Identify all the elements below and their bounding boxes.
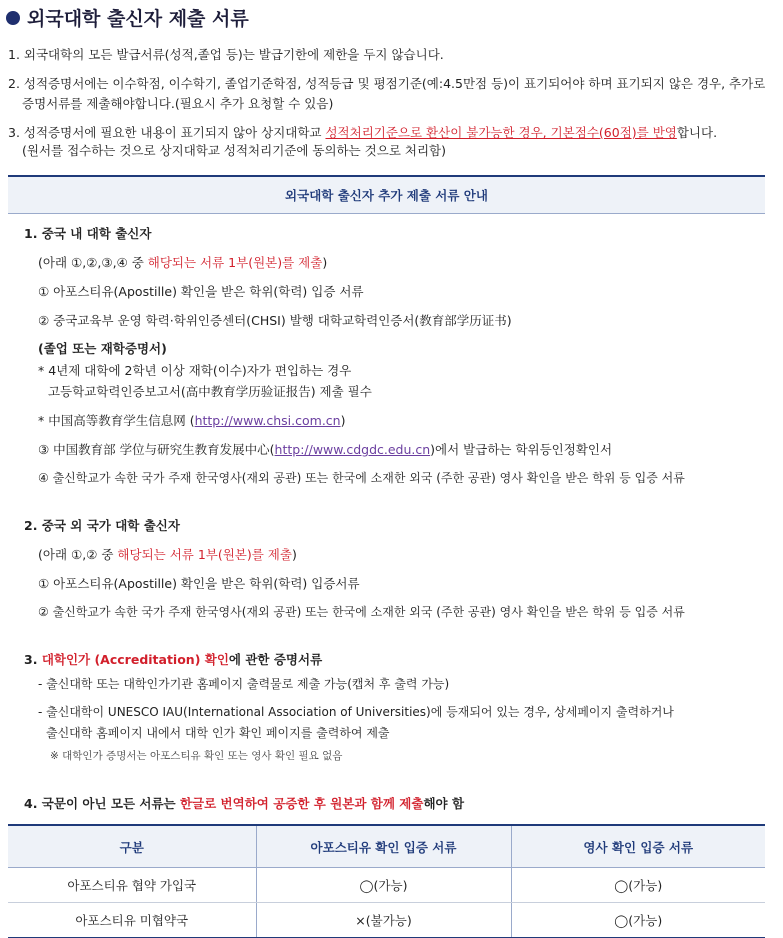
bullet-dot-icon (6, 11, 20, 25)
sec1-intro-post: ) (322, 255, 328, 270)
sec2-intro-pre: (아래 ①,② 중 (38, 547, 118, 562)
sec1-intro-pre: (아래 ①,②,③,④ 중 (38, 255, 148, 270)
table-cell: ◯(가능) (511, 868, 765, 903)
sec1-note-1b: 고등학교학력인증보고서(高中教育学历验证报告) 제출 필수 (48, 384, 372, 399)
sec2-intro-red: 해당되는 서류 1부(원본)를 제출 (117, 547, 292, 562)
sec1-sub-heading: (졸업 또는 재학증명서) (38, 341, 167, 356)
table-row (8, 868, 765, 903)
note-3-highlight: 성적처리기준으로 환산이 불가능한 경우, 기본점수(60점)를 반영 (325, 125, 677, 140)
header-category: 구분 (8, 825, 256, 868)
sec1-item-1: ① 아포스티유(Apostille) 확인을 받은 학위(학력) 입증 서류 (38, 284, 364, 299)
sec2-item-1: ① 아포스티유(Apostille) 확인을 받은 학위(학력) 입증서류 (38, 576, 360, 591)
table-cell: ◯(가능) (256, 868, 511, 903)
sec1-note-2 (38, 411, 345, 429)
sec4-heading-pre: 4. 국문이 아닌 모든 서류는 (24, 796, 180, 811)
sec2-intro-post: ) (291, 547, 297, 562)
sec3-heading-post: 에 관한 증명서류 (228, 652, 323, 667)
table-cell: 아포스티유 미협약국 (8, 903, 256, 938)
sec4-heading-post: 해야 함 (423, 796, 465, 811)
page-title (6, 4, 249, 31)
sec3-line-1: - 출신대학 또는 대학인가기관 홈페이지 출력물로 제출 가능(캡처 후 출력 가능) (38, 677, 450, 691)
table-cell: ×(불가능) (256, 903, 511, 938)
sec3-line-2b: 출신대학 홈페이지 내에서 대학 인가 확인 페이지를 출력하여 제출 (46, 726, 390, 740)
header-apostille: 아포스티유 확인 입증 서류 (256, 825, 511, 868)
sec1-intro-red: 해당되는 서류 1부(원본)를 제출 (147, 255, 323, 270)
sec2-intro (38, 545, 297, 563)
note-3 (8, 123, 717, 141)
sec3-heading (24, 650, 322, 668)
table-cell: 아포스티유 협약 가입국 (8, 868, 256, 903)
note-2-cont: 증명서류를 제출해야합니다.(필요시 추가 요청할 수 있음) (22, 96, 334, 111)
chsi-link[interactable]: http://www.chsi.com.cn (194, 413, 341, 428)
header-consular: 영사 확인 입증 서류 (511, 825, 765, 868)
note-2: 2. 성적증명서에는 이수학점, 이수학기, 졸업기준학점, 성적등급 및 평점기준(예:4.5만점 등)이 표기되어야 하며 표기되지 않은 경우, 추가로 (8, 76, 766, 91)
sec1-item-3-pre: ③ 中国教育部 学位与研究生教育发展中心( (38, 442, 275, 457)
note-3-cont: (원서를 접수하는 것으로 상지대학교 성적처리기준에 동의하는 것으로 처리함) (22, 143, 446, 158)
sec2-item-2: ② 출신학교가 속한 국가 주재 한국영사(재외 공관) 또는 한국에 소재한 외국 (주한 공관) 영사 확인을 받은 학위 등 입증 서류 (38, 605, 685, 619)
sec1-intro (38, 253, 327, 271)
table-cell: ◯(가능) (511, 903, 765, 938)
sec2-heading: 2. 중국 외 국가 대학 출신자 (24, 518, 180, 533)
verification-table (8, 824, 765, 938)
table-header-row (8, 825, 765, 868)
note-1: 1. 외국대학의 모든 발급서류(성적,졸업 등)는 발급기한에 제한을 두지 않습니다. (8, 47, 444, 62)
sec1-item-3-post: )에서 발급하는 학위등인정확인서 (430, 442, 613, 457)
sec1-item-4: ④ 출신학교가 속한 국가 주재 한국영사(재외 공관) 또는 한국에 소재한 외국 (주한 공관) 영사 확인을 받은 학위 등 입증 서류 (38, 471, 685, 485)
note-3-post: 합니다. (676, 125, 718, 140)
sec1-note-2-post: ) (340, 413, 346, 428)
page-title-text: 외국대학 출신자 제출 서류 (27, 8, 249, 30)
section-box-title: 외국대학 출신자 추가 제출 서류 안내 (8, 175, 765, 214)
sec1-note-2-pre: * 中国高等教育学生信息网 ( (38, 413, 195, 428)
sec3-line-2a: - 출신대학이 UNESCO IAU(International Association of Universities)에 등재되어 있는 경우, 상세페이지 출력하거나 (38, 705, 674, 719)
sec1-item-2: ② 중국교육부 운영 학력·학위인증센터(CHSI) 발행 대학교학력인증서(教育部学历证书) (38, 313, 512, 328)
cdgdc-link[interactable]: http://www.cdgdc.edu.cn (274, 442, 431, 457)
table-row (8, 903, 765, 938)
sec1-item-3 (38, 440, 612, 458)
sec4-heading (24, 794, 464, 812)
sec4-heading-red: 한글로 번역하여 공증한 후 원본과 함께 제출 (179, 796, 424, 811)
sec3-heading-pre: 3. (24, 652, 42, 667)
sec1-note-1a: * 4년제 대학에 2학년 이상 재학(이수)자가 편입하는 경우 (38, 363, 352, 378)
sec3-note: ※ 대학인가 증명서는 아포스티유 확인 또는 영사 확인 필요 없음 (50, 750, 343, 762)
sec1-heading: 1. 중국 내 대학 출신자 (24, 226, 152, 241)
note-3-pre: 3. 성적증명서에 필요한 내용이 표기되지 않아 상지대학교 (8, 125, 326, 140)
sec3-heading-red: 대학인가 (Accreditation) 확인 (41, 652, 229, 667)
